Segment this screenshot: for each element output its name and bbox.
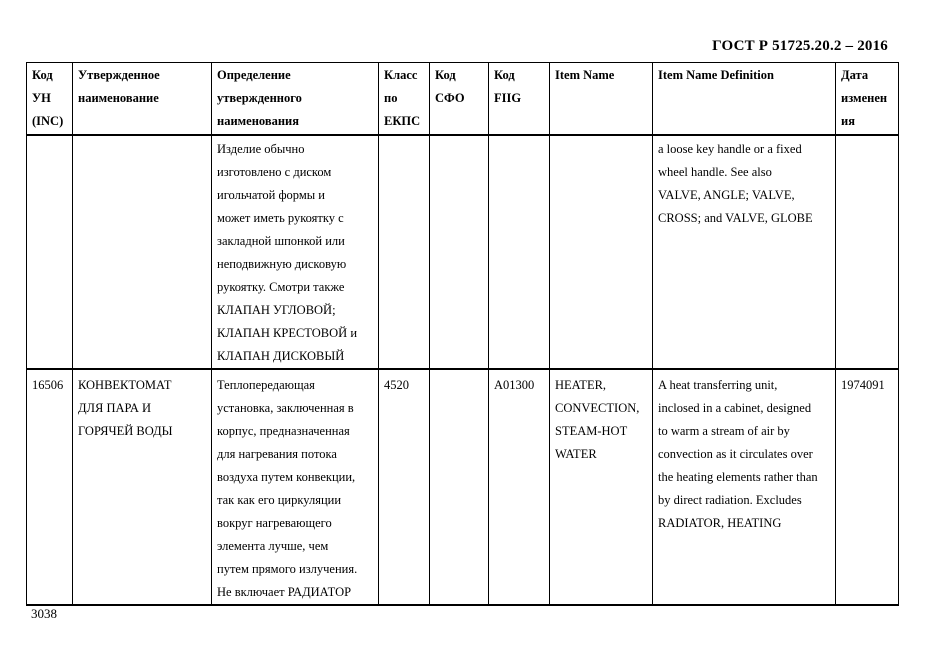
header-name-definition: Определение утвержденного наименования — [212, 63, 379, 136]
cell-ekps-class — [379, 135, 430, 369]
header-inc-code: Код УН (INC) — [27, 63, 73, 136]
cell-fiig-code — [489, 135, 550, 369]
cell-item-name-definition: a loose key handle or a fixed wheel handle. See also VALVE, ANGLE; VALVE, CROSS; and VALVE, GLOBE — [653, 135, 836, 369]
header-item-name: Item Name — [550, 63, 653, 136]
cell-ekps-class: 4520 — [379, 369, 430, 605]
table-row — [27, 369, 899, 605]
page-number: 3038 — [31, 606, 57, 621]
header-item-name-definition: Item Name Definition — [653, 63, 836, 136]
cell-item-name: HEATER, CONVECTION, STEAM-HOT WATER — [550, 369, 653, 605]
cell-sfo-code — [430, 369, 489, 605]
cell-approved-name — [73, 135, 212, 369]
cell-item-name-definition: A heat transferring unit, inclosed in a cabinet, designed to warm a stream of air by convection as it circulates over the heating elements rather than by direct radiation. Excludes RADIATOR, HEATING — [653, 369, 836, 605]
cell-inc-code: 16506 — [27, 369, 73, 605]
cell-name-definition: Изделие обычно изготовлено с диском игольчатой формы и может иметь рукоятку с закладной шпонкой или неподвижную дисковую рукоятку. Смотри также КЛАПАН УГЛОВОЙ; КЛАПАН КРЕСТОВОЙ и КЛАПАН ДИСКОВЫЙ — [212, 135, 379, 369]
cell-sfo-code — [430, 135, 489, 369]
cell-fiig-code: A01300 — [489, 369, 550, 605]
cell-name-definition: Теплопередающая установка, заключенная в корпус, предназначенная для нагревания потока воздуха путем конвекции, так как его циркуляции вокруг нагревающего элемента лучше, чем путем прямого излучения. Не включает РАДИАТОР — [212, 369, 379, 605]
cell-change-date — [836, 135, 899, 369]
header-sfo-code: Код СФО — [430, 63, 489, 136]
cell-change-date: 1974091 — [836, 369, 899, 605]
document-header: ГОСТ Р 51725.20.2 – 2016 — [712, 38, 888, 54]
header-fiig-code: Код FIIG — [489, 63, 550, 136]
cell-inc-code — [27, 135, 73, 369]
table-header-row — [27, 63, 899, 136]
table-row — [27, 135, 899, 369]
header-ekps-class: Класс по ЕКПС — [379, 63, 430, 136]
header-change-date: Дата изменен ия — [836, 63, 899, 136]
header-approved-name: Утвержденное наименование — [73, 63, 212, 136]
catalog-table — [26, 62, 899, 606]
cell-approved-name: КОНВЕКТОМАТ ДЛЯ ПАРА И ГОРЯЧЕЙ ВОДЫ — [73, 369, 212, 605]
cell-item-name — [550, 135, 653, 369]
